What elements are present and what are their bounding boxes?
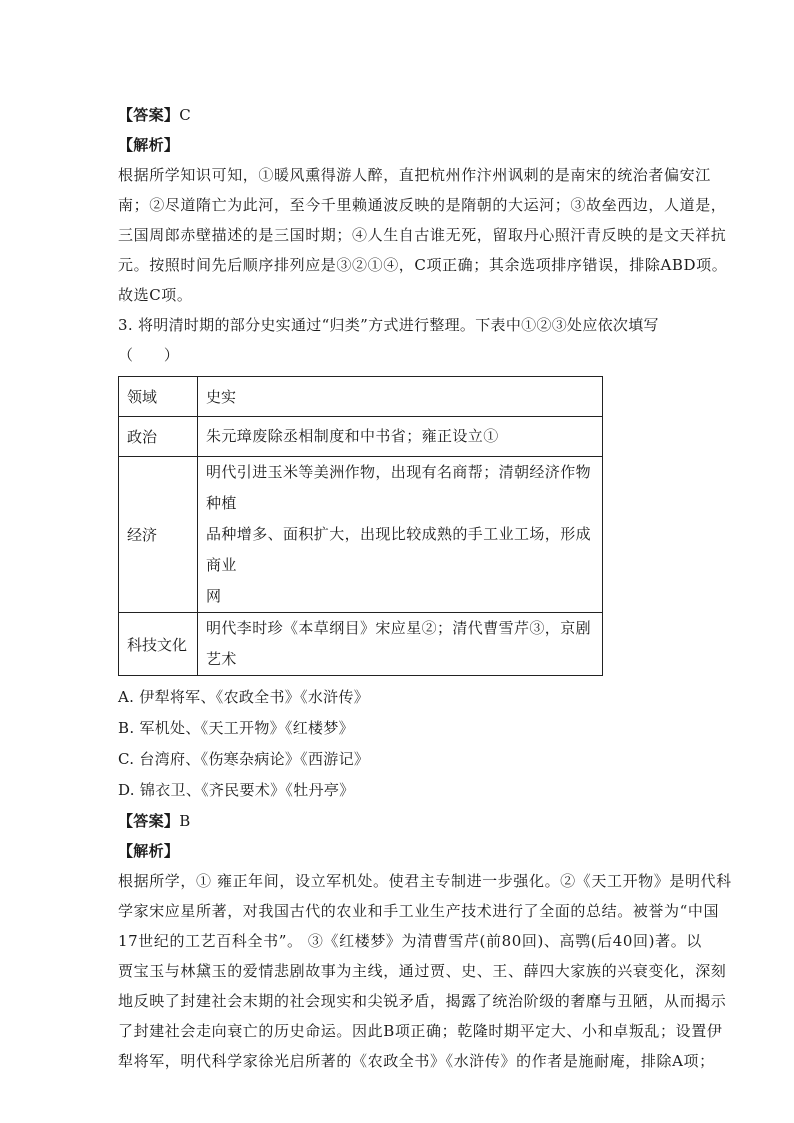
analysis-line: 学家宋应星所著，对我国古代的农业和手工业生产技术进行了全面的总结。被誉为“中国 xyxy=(118,902,720,920)
option-a: A. 伊犁将军、《农政全书》《水浒传》 xyxy=(118,688,370,706)
table-row-content xyxy=(198,457,603,613)
analysis-line: 元。按照时间先后顺序排列应是③②①④，C项正确；其余选项排序错误，排除ABD项。 xyxy=(118,256,728,274)
document-page xyxy=(118,100,732,1076)
analysis-line: 故选C项。 xyxy=(118,286,193,304)
q3-options xyxy=(118,682,678,806)
q2-analysis-text xyxy=(118,160,728,310)
analysis-line: 南；②尽道隋亡为此河，至今千里赖通波反映的是隋朝的大运河；③故垒西边，人道是， xyxy=(118,196,727,214)
analysis-tag: 【解析】 xyxy=(118,136,180,154)
table-header-content: 史实 xyxy=(198,377,603,417)
analysis-tag: 【解析】 xyxy=(118,842,180,860)
option-b: B. 军机处、《天工开物》《红楼梦》 xyxy=(118,719,354,737)
q3-stem: 3. 将明清时期的部分史实通过“归类”方式进行整理。下表中①②③处应依次填写 xyxy=(118,316,659,334)
answer-tag: 【答案】 xyxy=(118,106,180,124)
q3-analysis-heading xyxy=(118,836,678,866)
table-cell-line: 品种增多、面积扩大，出现比较成熟的手工业工场，形成商业 xyxy=(206,525,592,574)
table-row-content xyxy=(198,613,603,676)
answer-value: C xyxy=(179,106,191,124)
q3-analysis-text xyxy=(118,866,732,1076)
table-row-content xyxy=(198,417,603,457)
table-cell-line: 网 xyxy=(206,587,222,605)
q2-answer xyxy=(118,100,678,130)
analysis-line: 地反映了封建社会末期的社会现实和尖锐矛盾，揭露了统治阶级的奢靡与丑陋，从而揭示 xyxy=(118,992,727,1010)
analysis-line: 三国周郎赤壁描述的是三国时期；④人生自古谁无死，留取丹心照汗青反映的是文天祥抗 xyxy=(118,226,727,244)
table-row xyxy=(119,457,603,613)
table-row xyxy=(119,417,603,457)
analysis-line: 了封建社会走向衰亡的历史命运。因此B项正确；乾隆时期平定大、小和卓叛乱；设置伊 xyxy=(118,1022,723,1040)
answer-value: B xyxy=(179,812,191,830)
analysis-line: 犁将军，明代科学家徐光启所著的《农政全书》《水浒传》的作者是施耐庵，排除A项； xyxy=(118,1052,715,1070)
q3-stem-blank: （ ） xyxy=(118,346,180,364)
analysis-line: 贾宝玉与林黛玉的爱情悲剧故事为主线，通过贾、史、王、薛四大家族的兴衰变化，深刻 xyxy=(118,962,727,980)
table-header-label: 领域 xyxy=(119,377,198,417)
table-row-label: 科技文化 xyxy=(119,613,198,676)
option-c: C. 台湾府、《伤寒杂病论》《西游记》 xyxy=(118,750,370,768)
table-row xyxy=(119,613,603,676)
q3-answer xyxy=(118,806,678,836)
table-cell-line: 朱元璋废除丞相制度和中书省；雍正设立① xyxy=(206,427,499,445)
option-d: D. 锦衣卫、《齐民要术》《牡丹亭》 xyxy=(118,781,355,799)
table-cell-line: 明代李时珍《本草纲目》宋应星②；清代曹雪芹③，京剧艺术 xyxy=(206,619,592,668)
history-table xyxy=(118,376,603,676)
analysis-line: 17世纪的工艺百科全书”。 ③《红楼梦》为清曹雪芹(前80回)、高鹗(后40回)著。以 xyxy=(118,932,702,950)
table-header-row xyxy=(119,377,603,417)
q2-analysis-heading xyxy=(118,130,678,160)
analysis-line: 根据所学知识可知，①暖风熏得游人醉，直把杭州作汴州讽刺的是南宋的统治者偏安江 xyxy=(118,166,711,184)
table-cell-line: 明代引进玉米等美洲作物，出现有名商帮；清朝经济作物种植 xyxy=(206,463,592,512)
table-row-label: 经济 xyxy=(119,457,198,613)
answer-tag: 【答案】 xyxy=(118,812,180,830)
analysis-line: 根据所学，① 雍正年间，设立军机处。使君主专制进一步强化。②《天工开物》是明代科 xyxy=(118,872,732,890)
table-row-label: 政治 xyxy=(119,417,198,457)
